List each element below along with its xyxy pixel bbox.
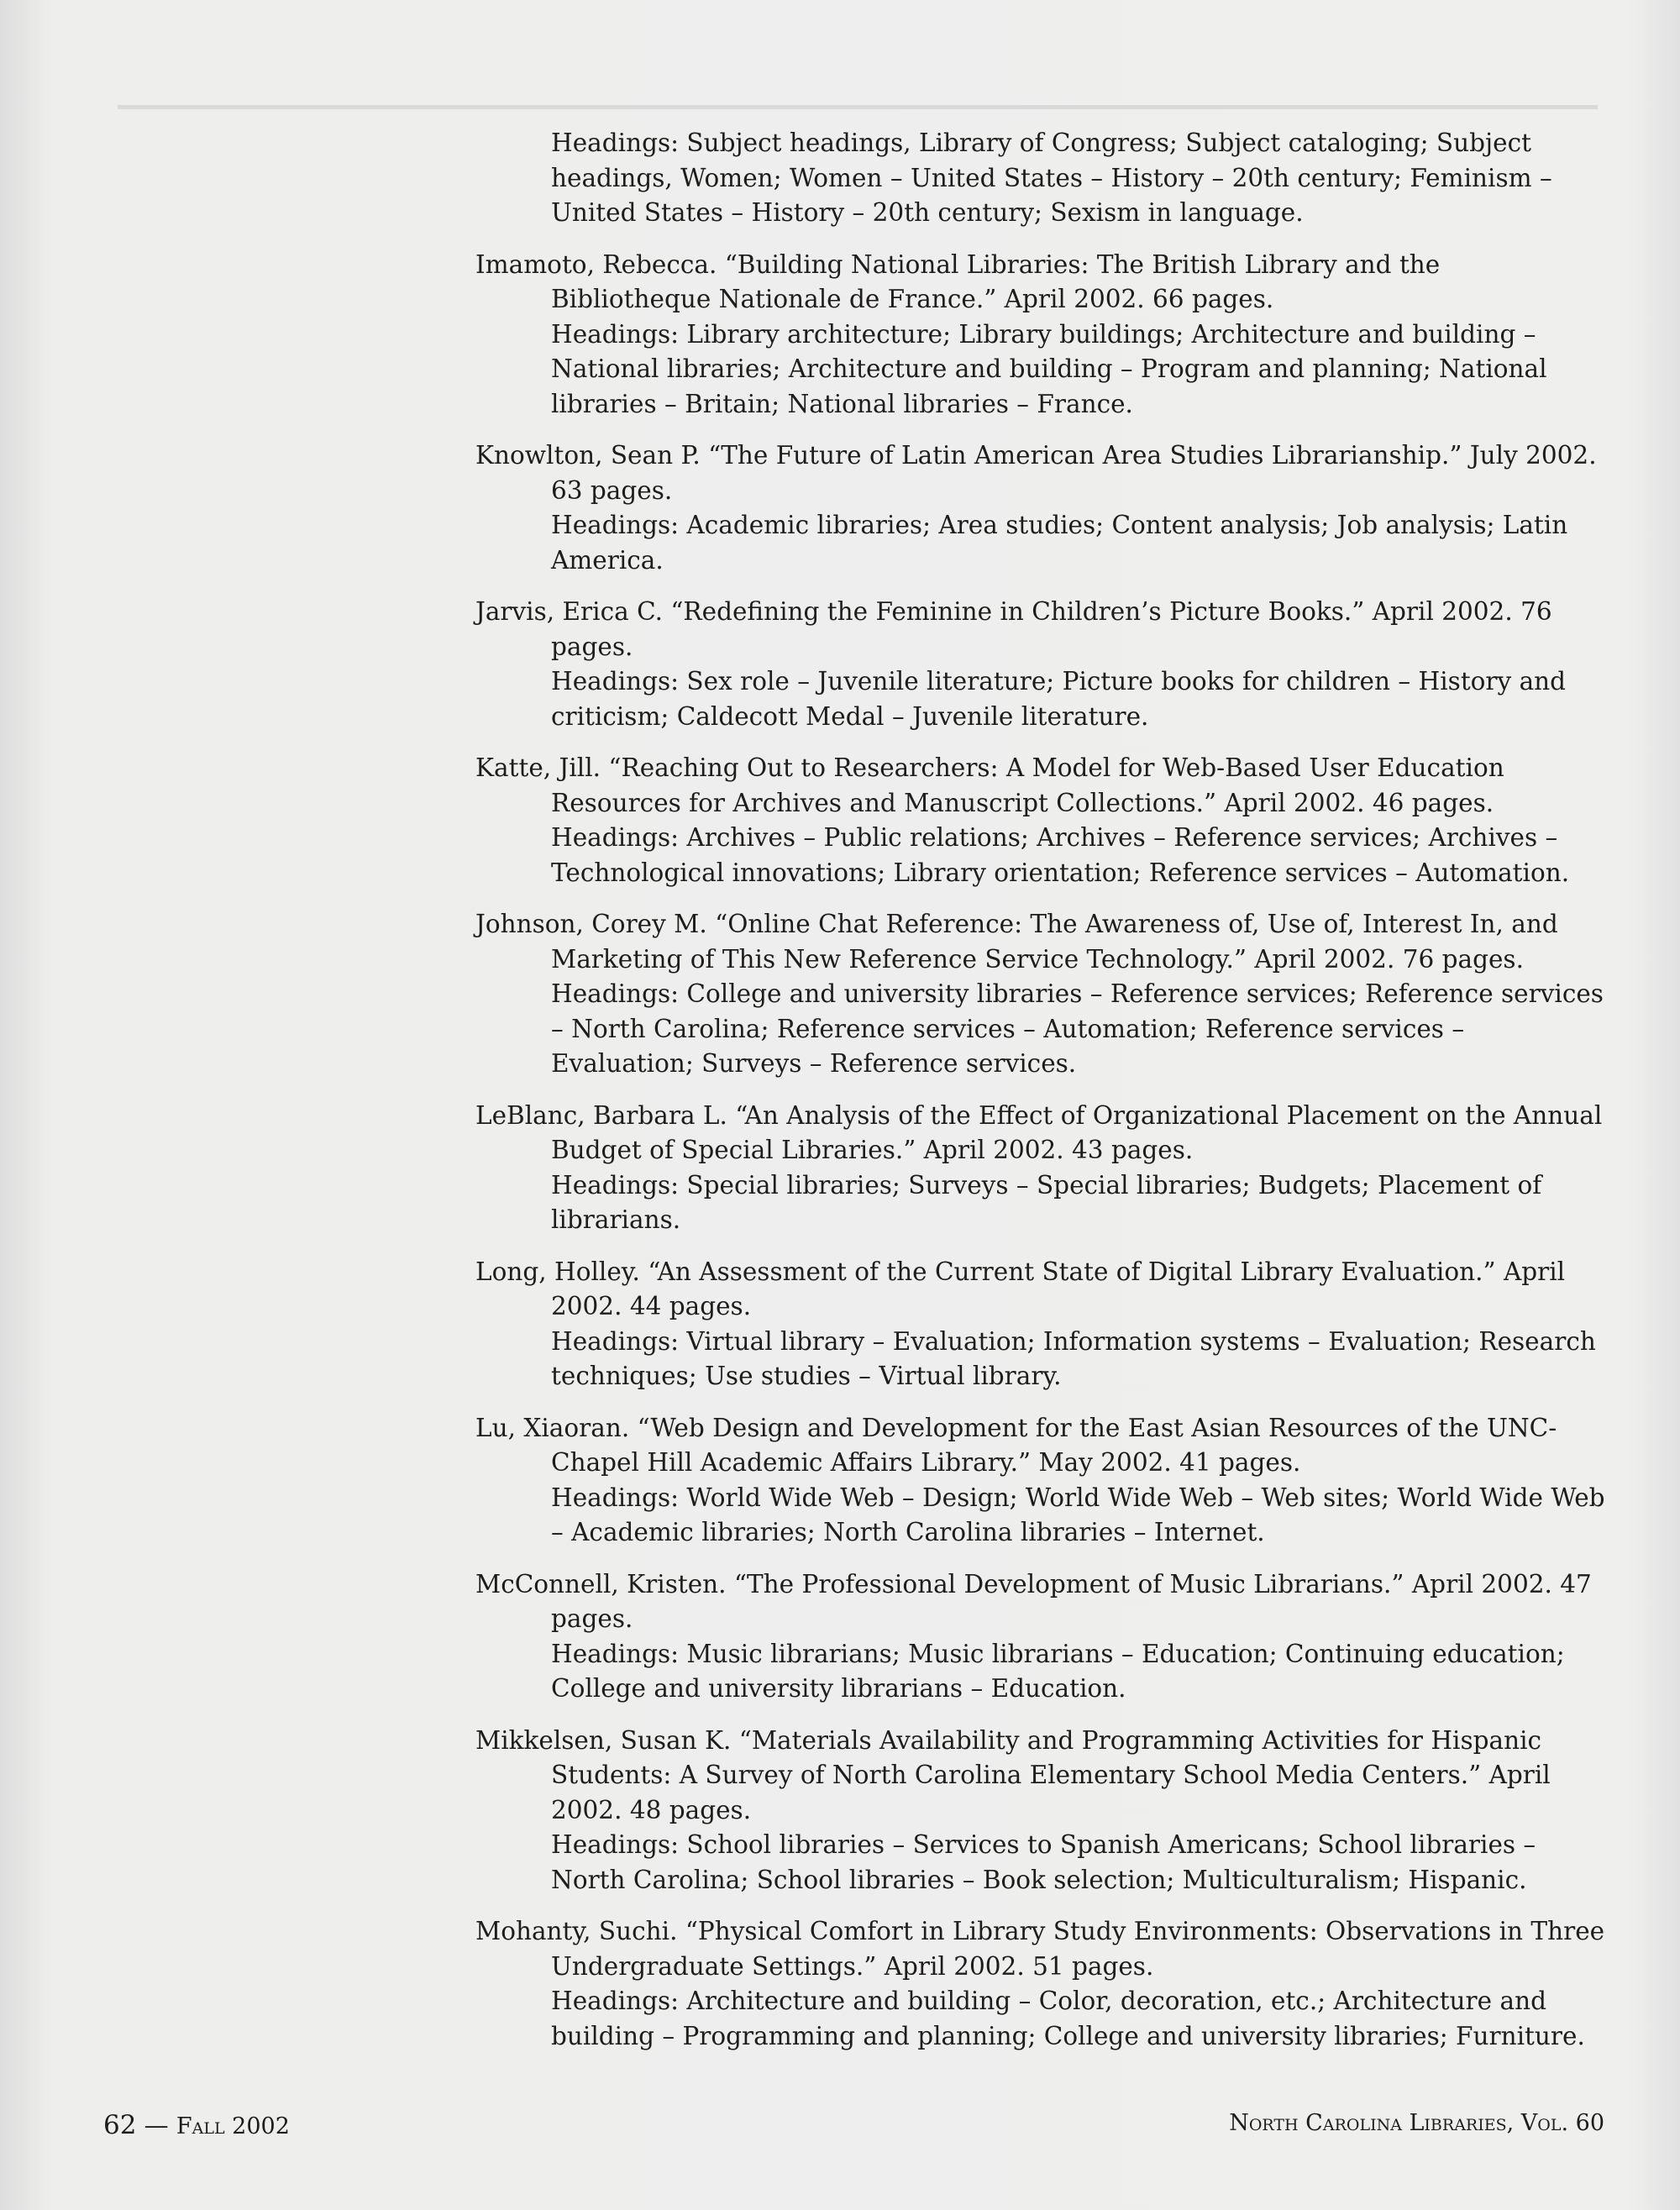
issue-season: Fall 2002: [176, 2113, 290, 2139]
entry-jarvis: [475, 595, 1605, 734]
entry-citation: Knowlton, Sean P. “The Future of Latin American Area Studies Librarianship.” July 2002. 63 pages.: [475, 441, 1597, 505]
entry-headings: Headings: Subject headings, Library of Congress; Subject cataloging; Subject headings, Women; Women – United States – History – 20th century; Feminism – United States – History – 20th century; Sexism in language.: [551, 129, 1552, 227]
entry-citation: McConnell, Kristen. “The Professional Development of Music Librarians.” April 2002. 47 pages.: [475, 1569, 1592, 1633]
entry-citation: Katte, Jill. “Reaching Out to Researchers: A Model for Web-Based User Education Resources for Archives and Manuscript Collections.” April 2002. 46 pages.: [475, 753, 1504, 817]
entry-citation: Mohanty, Suchi. “Physical Comfort in Library Study Environments: Observations in Three Undergraduate Settings.” April 2002. 51 pages.: [475, 1917, 1605, 1981]
entry-lu: [475, 1411, 1605, 1551]
entry-citation: Lu, Xiaoran. “Web Design and Development for the East Asian Resources of the UNC-Chapel Hill Academic Affairs Library.” May 2002. 41 pages.: [475, 1413, 1557, 1477]
entry-headings: Headings: Library architecture; Library buildings; Architecture and building – National libraries; Architecture and building – Program and planning; National libraries – Britain; National libraries – France.: [551, 319, 1547, 418]
top-rule: [118, 105, 1598, 109]
entry-headings: Headings: Archives – Public relations; Archives – Reference services; Archives – Technological innovations; Library orientation; Reference services – Automation.: [551, 823, 1570, 887]
entry-citation: Johnson, Corey M. “Online Chat Reference: The Awareness of, Use of, Interest In, and Marketing of This New Reference Service Technology.” April 2002. 76 pages.: [475, 910, 1558, 974]
entry-continued: [475, 126, 1605, 231]
entry-headings: Headings: World Wide Web – Design; World Wide Web – Web sites; World Wide Web – Academic libraries; North Carolina libraries – Internet.: [551, 1483, 1605, 1546]
page-number: 62: [103, 2110, 137, 2140]
entry-katte: [475, 751, 1605, 890]
entry-headings: Headings: School libraries – Services to Spanish Americans; School libraries – North Carolina; School libraries – Book selection; Multiculturalism; Hispanic.: [551, 1830, 1536, 1894]
entry-johnson: [475, 907, 1605, 1082]
entry-headings: Headings: College and university libraries – Reference services; Reference services – North Carolina; Reference services – Automation; Reference services – Evaluation; Surveys – Reference services.: [551, 979, 1604, 1078]
entry-mikkelsen: [475, 1724, 1605, 1898]
entry-imamoto: [475, 248, 1605, 423]
entry-knowlton: [475, 438, 1605, 578]
entry-citation: Imamoto, Rebecca. “Building National Libraries: The British Library and the Bibliotheque Nationale de France.” April 2002. 66 pages.: [475, 249, 1441, 313]
entry-headings: Headings: Music librarians; Music librarians – Education; Continuing education; College and university librarians – Education.: [551, 1639, 1565, 1703]
entry-headings: Headings: Architecture and building – Color, decoration, etc.; Architecture and building – Programming and planning; College and university libraries; Furniture.: [551, 1987, 1585, 2050]
journal-name: North Carolina Libraries, Vol. 60: [1229, 2110, 1604, 2136]
entry-headings: Headings: Special libraries; Surveys – Special libraries; Budgets; Placement of librarians.: [551, 1170, 1542, 1234]
entry-headings: Headings: Academic libraries; Area studies; Content analysis; Job analysis; Latin America.: [551, 511, 1568, 575]
entry-citation: Mikkelsen, Susan K. “Materials Availability and Programming Activities for Hispanic Students: A Survey of North Carolina Elementary School Media Centers.” April 2002. 48 pages.: [475, 1725, 1551, 1824]
entry-long: [475, 1255, 1605, 1394]
bibliography-list: [475, 126, 1605, 2071]
footer-left: [103, 2110, 290, 2140]
entry-mcconnell: [475, 1567, 1605, 1707]
entry-headings: Headings: Virtual library – Evaluation; Information systems – Evaluation; Research techniques; Use studies – Virtual library.: [551, 1326, 1596, 1390]
entry-citation: LeBlanc, Barbara L. “An Analysis of the Effect of Organizational Placement on the Annual Budget of Special Libraries.” April 2002. 43 pages.: [475, 1100, 1603, 1164]
entry-citation: Long, Holley. “An Assessment of the Current State of Digital Library Evaluation.” April 2002. 44 pages.: [475, 1257, 1566, 1320]
entry-headings: Headings: Sex role – Juvenile literature; Picture books for children – History and criticism; Caldecott Medal – Juvenile literature.: [551, 667, 1567, 731]
footer-separator: —: [144, 2111, 169, 2139]
entry-mohanty: [475, 1914, 1605, 2054]
entry-citation: Jarvis, Erica C. “Redefining the Feminine in Children’s Picture Books.” April 2002. 76 pages.: [475, 597, 1552, 661]
entry-leblanc: [475, 1099, 1605, 1238]
